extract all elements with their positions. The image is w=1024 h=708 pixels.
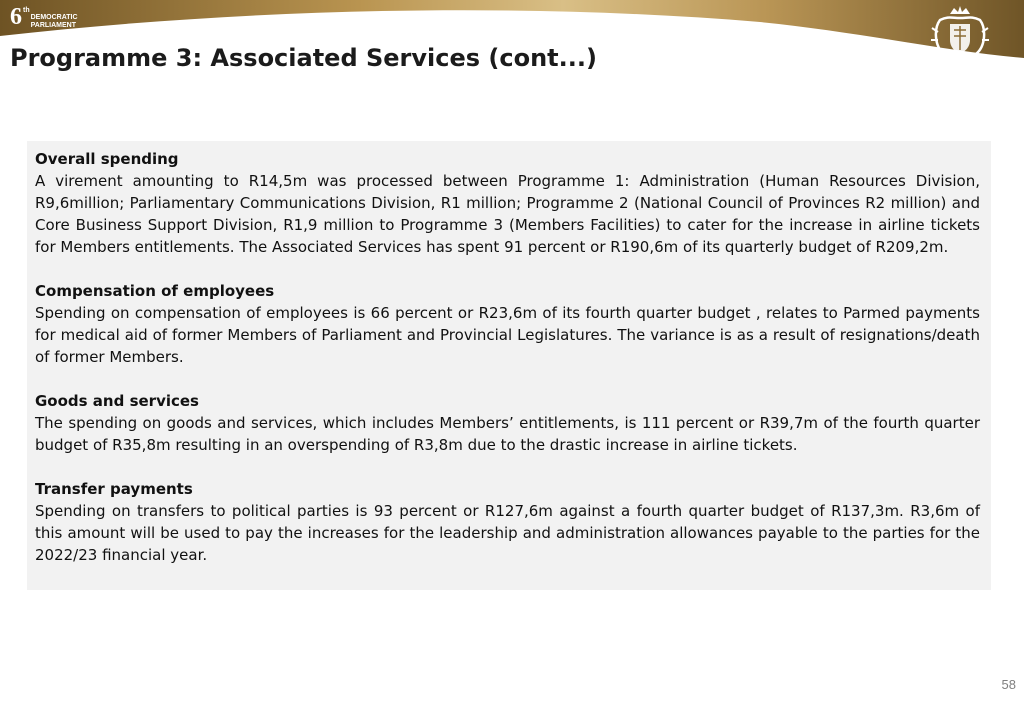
section-body: Spending on compensation of employees is 66 percent or R23,6m of its fourth quarter budget , relates to Parmed payments for medical aid of former Members of Parliament and Provincial Legislatures. The variance is as a result of resignations/death of former Members. bbox=[35, 304, 980, 366]
content-box bbox=[27, 141, 991, 590]
section-goods-and-services bbox=[35, 390, 980, 456]
page-title: Programme 3: Associated Services (cont...) bbox=[10, 44, 597, 72]
logo-line-1: DEMOCRATIC bbox=[30, 14, 78, 21]
logo-superscript: th bbox=[23, 7, 30, 14]
parliament-name: PARLIAMENT bbox=[927, 66, 993, 77]
section-heading: Compensation of employees bbox=[35, 282, 275, 300]
page-number: 58 bbox=[1001, 677, 1016, 692]
section-body: Spending on transfers to political parties is 93 percent or R127,6m against a fourth quarter budget of R137,3m. R3,6m of this amount will be used to pay the increases for the leadership and administration allowances payable to the parties for the 2022/23 financial year. bbox=[35, 502, 980, 564]
section-heading: Transfer payments bbox=[35, 480, 193, 498]
section-overall-spending bbox=[35, 148, 980, 258]
section-body: The spending on goods and services, which includes Members’ entitlements, is 111 percent or R39,7m of the fourth quarter budget of R35,8m resulting in an overspending of R3,8m due to the drastic increase in airline tickets. bbox=[35, 414, 980, 454]
coat-of-arms-icon bbox=[928, 6, 992, 62]
parliament-logo bbox=[918, 6, 1002, 88]
section-body: A virement amounting to R14,5m was processed between Programme 1: Administration (Human Resources Division, R9,6million; Parliamentary Communications Division, R1 million; Programme 2 (National Council of Provinces R2 million) and Core Business Support Division, R1,9 million to Programme 3 (Members Facilities) to cater for the increase in airline tickets for Members entitlements. The Associated Services has spent 91 percent or R190,6m of its quarterly budget of R209,2m. bbox=[35, 172, 980, 256]
logo-number: 6 bbox=[10, 4, 22, 30]
section-heading: Overall spending bbox=[35, 150, 179, 168]
section-heading: Goods and services bbox=[35, 392, 199, 410]
sixth-democratic-parliament-logo bbox=[10, 5, 78, 30]
logo-line-2: PARLIAMENT bbox=[30, 22, 76, 29]
section-compensation-of-employees bbox=[35, 280, 980, 368]
parliament-subtitle: OF THE REPUBLIC OF SOUTH AFRICA bbox=[918, 78, 1002, 83]
section-transfer-payments bbox=[35, 478, 980, 566]
